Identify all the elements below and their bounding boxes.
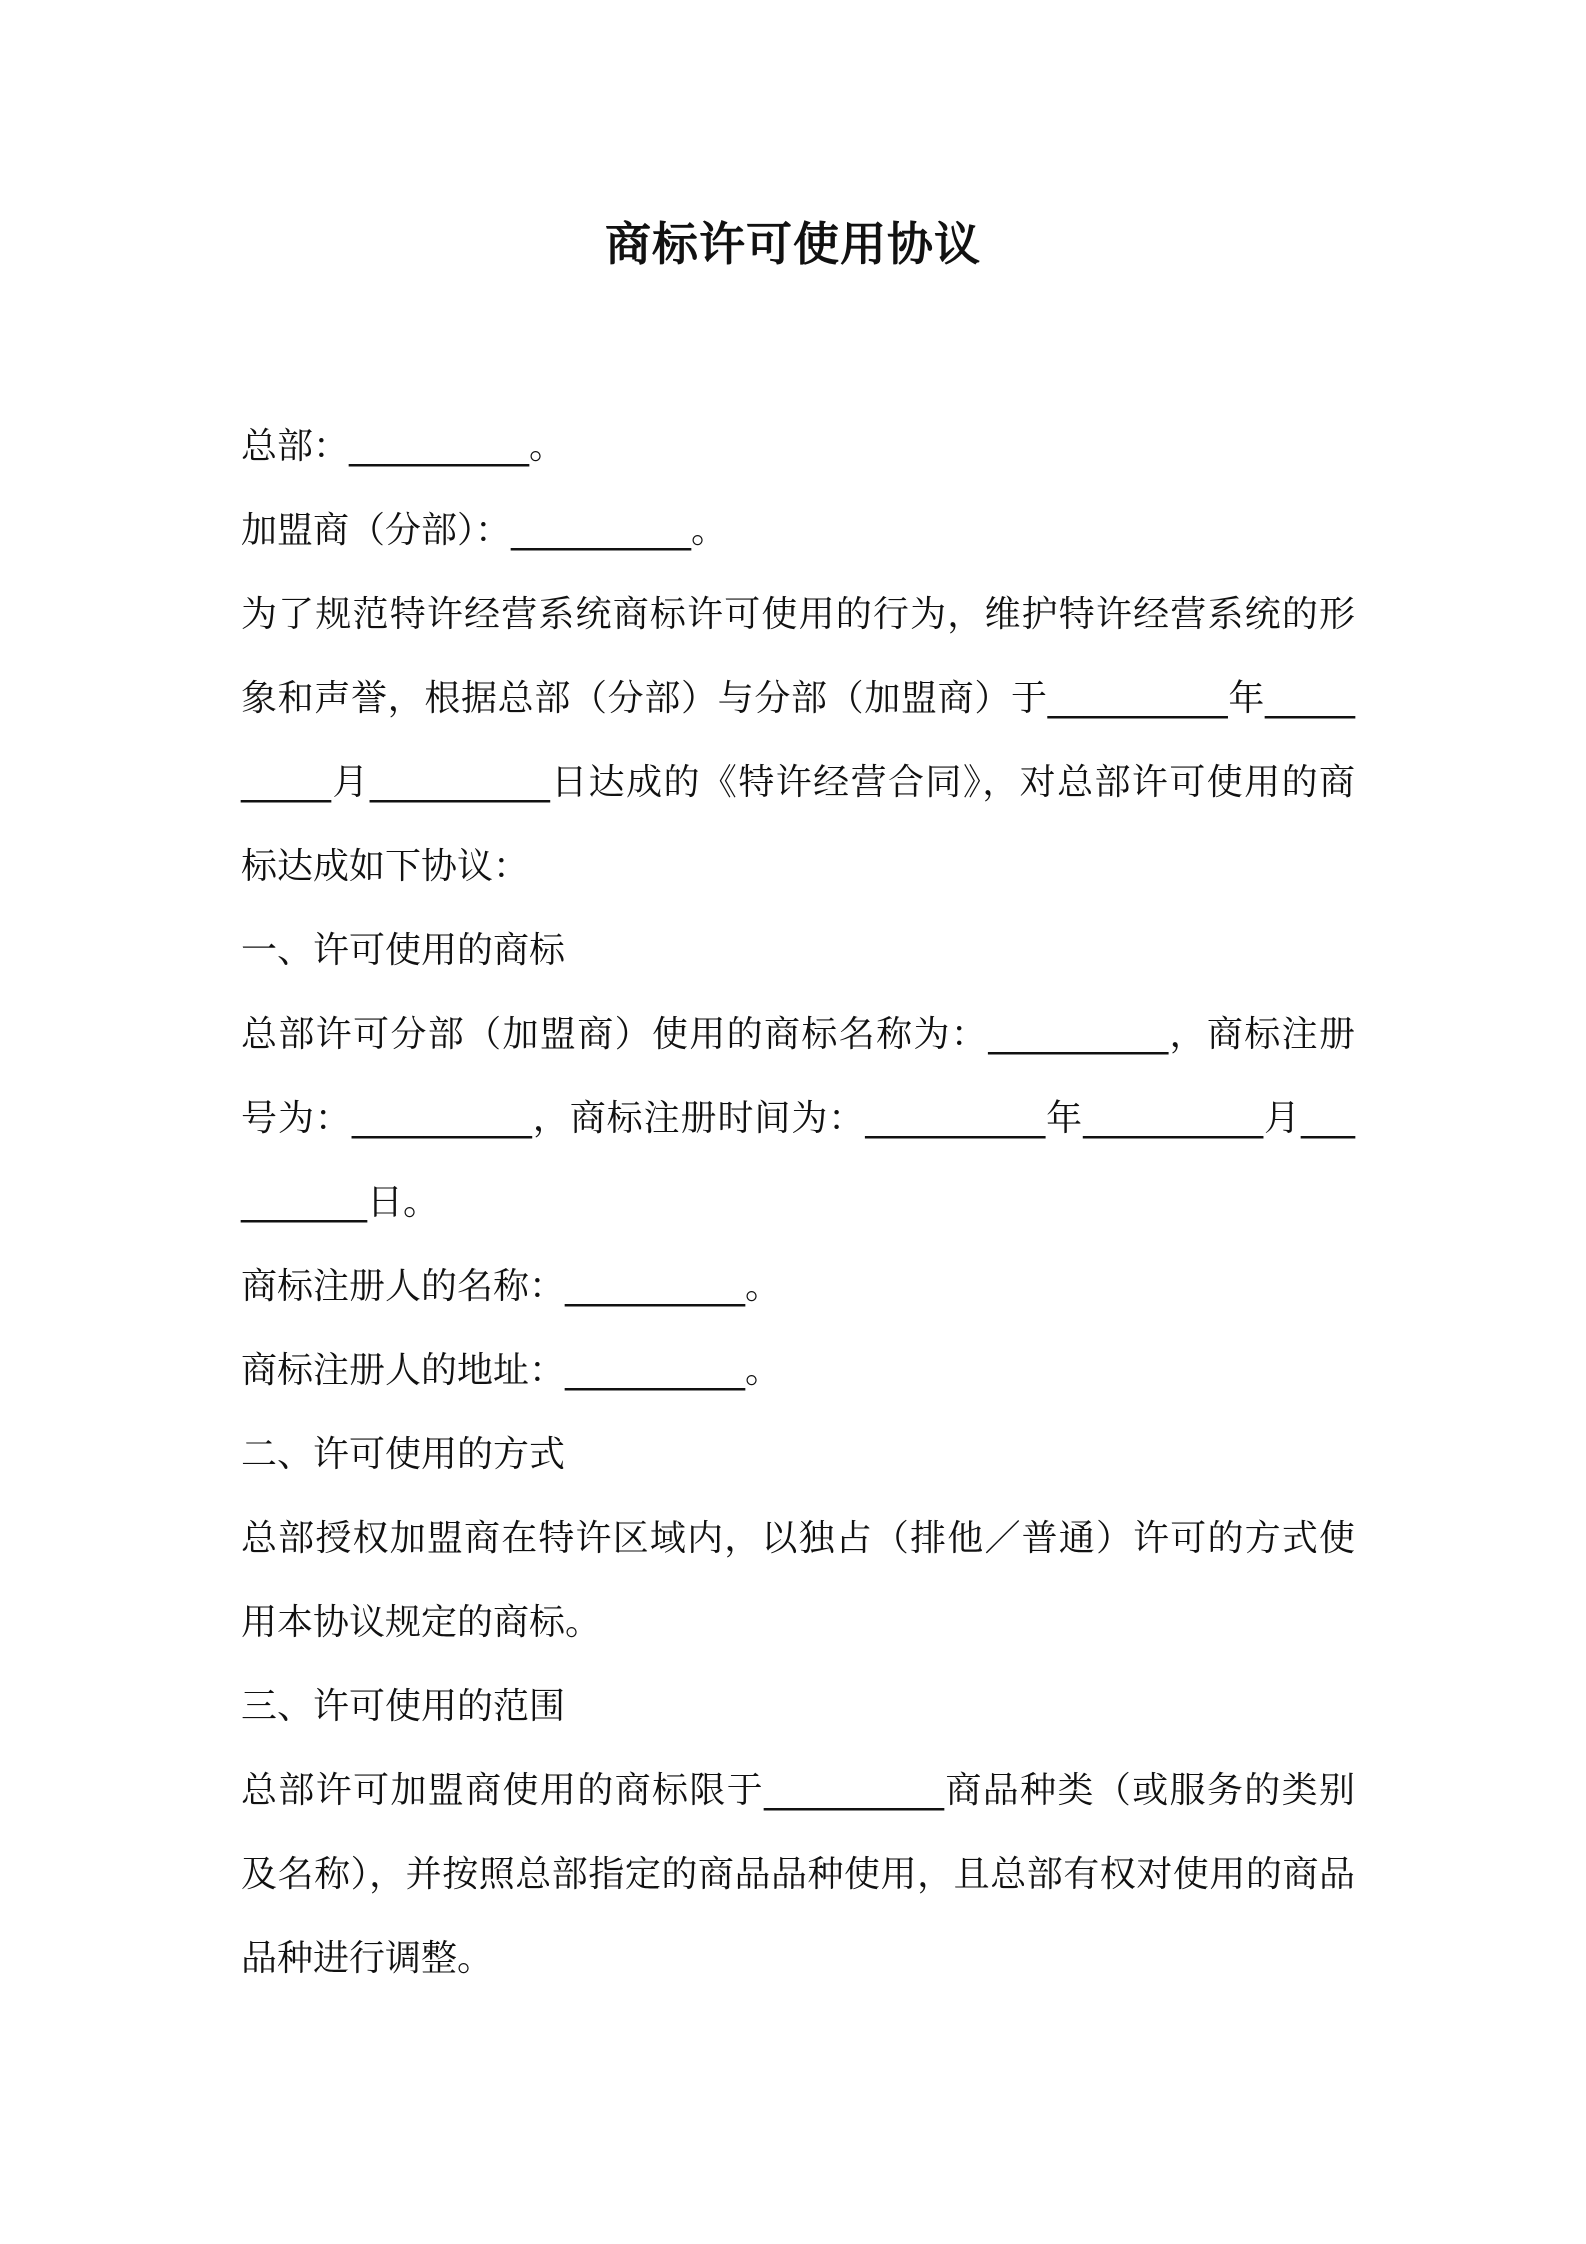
party-franchisee: 加盟商（分部）：__________。	[241, 510, 728, 551]
registrant-name: 商标注册人的名称：__________。	[241, 1266, 782, 1307]
section-heading-1: 一、许可使用的商标	[241, 930, 566, 971]
document-title: 商标许可使用协议	[605, 217, 981, 271]
registrant-address: 商标注册人的地址：__________。	[241, 1350, 782, 1391]
document-body	[241, 405, 1355, 2001]
party-headquarters: 总部：__________。	[241, 426, 566, 467]
preamble-paragraph: 为了规范特许经营系统商标许可使用的行为，维护特许经营系统的形象和声誉，根据总部（分部）与分部（加盟商）于__________年__________月__________日达成的《特许经营合同》，对总部许可使用的商标达成如下协议：	[241, 594, 1355, 887]
section-2-license-method: 总部授权加盟商在特许区域内，以独占（排他／普通）许可的方式使用本协议规定的商标。	[241, 1518, 1355, 1643]
section-heading-3: 三、许可使用的范围	[241, 1686, 566, 1727]
section-heading-2: 二、许可使用的方式	[241, 1434, 566, 1475]
section-1-trademark-details: 总部许可分部（加盟商）使用的商标名称为：__________，商标注册号为：__________，商标注册时间为：__________年__________月__________日。	[241, 1014, 1355, 1223]
section-3-license-scope: 总部许可加盟商使用的商标限于__________商品种类（或服务的类别及名称），并按照总部指定的商品品种使用，且总部有权对使用的商品品种进行调整。	[241, 1770, 1355, 1979]
